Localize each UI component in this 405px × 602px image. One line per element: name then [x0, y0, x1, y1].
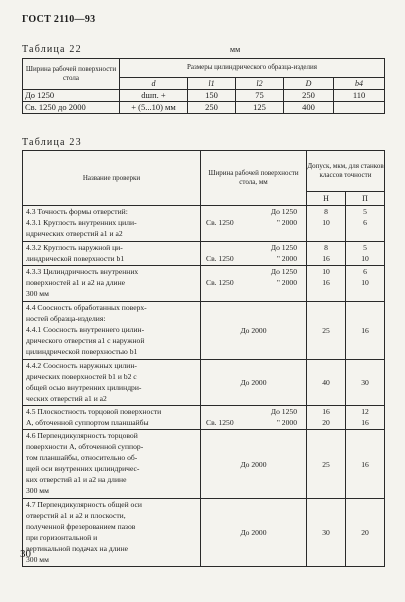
check-name-line: поверхности A, обточенной суппор- — [26, 442, 144, 451]
check-name-line: 4.3.3 Цилиндричность внутренних — [26, 267, 139, 276]
tolerance-p — [346, 206, 385, 242]
table22-cell: 400 — [284, 102, 334, 114]
check-name — [23, 266, 201, 302]
table22-unit: мм — [230, 45, 241, 54]
table22-cell — [334, 102, 385, 114]
table22-cell: 75 — [236, 90, 284, 102]
width-prefix: Св. 1250 — [206, 278, 234, 287]
table-row — [23, 406, 385, 430]
document-header: ГОСТ 2110—93 — [22, 14, 96, 25]
check-name-line: поверхностей a1 и a2 на длине — [26, 278, 126, 287]
check-name-line: 300 мм — [26, 289, 49, 298]
tolerance-value: 10 — [322, 218, 330, 227]
table22-cell: 250 — [188, 102, 236, 114]
check-name — [23, 302, 201, 360]
table22-cell: Св. 1250 до 2000 — [23, 102, 120, 114]
table22-cell: 125 — [236, 102, 284, 114]
check-name-line: дрических поверхностей b1 и b2 с — [26, 372, 137, 381]
table-row — [23, 430, 385, 499]
width-line — [204, 253, 303, 264]
table22-cell: 150 — [188, 90, 236, 102]
width-prefix: Св. 1250 — [206, 218, 234, 227]
check-name-line: отверстий a1 и a2 и плоскости, — [26, 511, 126, 520]
tolerance-value: 20 — [322, 418, 330, 427]
tolerance-p: 20 — [346, 499, 385, 567]
table-row — [23, 360, 385, 406]
tolerance-h — [307, 266, 346, 302]
tolerance-value: 6 — [363, 267, 367, 276]
width-line — [204, 266, 303, 277]
tolerance-p — [346, 406, 385, 430]
width-value: " 2000 — [276, 218, 297, 227]
table22-head-width: Ширина рабочей поверхности стола — [23, 59, 120, 90]
width-value: До 1250 — [270, 407, 297, 416]
table22-cell: 110 — [334, 90, 385, 102]
check-name-line: 300 мм — [26, 486, 49, 495]
width-prefix: Св. 1250 — [206, 418, 234, 427]
check-name-line: 4.4.1 Соосность внутреннего цилин- — [26, 325, 145, 334]
check-name-line: 4.7 Перпендикулярность общей оси — [26, 500, 142, 509]
width-value: До 1250 — [270, 207, 297, 216]
check-name-line: при горизонтальной и — [26, 533, 98, 542]
width-line — [204, 406, 303, 417]
table-width — [201, 242, 307, 266]
tolerance-value: 10 — [361, 278, 369, 287]
table22-cell: dшп. + — [120, 90, 188, 102]
table-row — [23, 102, 385, 114]
width-line — [204, 217, 303, 228]
check-name-line: полученной фрезерованием пазов — [26, 522, 136, 531]
tolerance-p: 16 — [346, 302, 385, 360]
width-line — [204, 206, 303, 217]
tolerance-h — [307, 406, 346, 430]
table-row — [23, 242, 385, 266]
check-name-line: ких отверстий a1 и a2 на длине — [26, 475, 127, 484]
check-name-line: 300 мм — [26, 555, 49, 564]
table-row — [23, 266, 385, 302]
tolerance-h — [307, 242, 346, 266]
width-line — [204, 242, 303, 253]
table23-head-name: Название проверки — [23, 151, 201, 206]
check-name — [23, 242, 201, 266]
tolerance-value: 5 — [363, 207, 367, 216]
tolerance-h: 30 — [307, 499, 346, 567]
table-width — [201, 406, 307, 430]
check-name-line: 4.3 Точность формы отверстий: — [26, 207, 128, 216]
table22-cell: До 1250 — [23, 90, 120, 102]
tolerance-p: 30 — [346, 360, 385, 406]
tolerance-h: 40 — [307, 360, 346, 406]
table-width: До 2000 — [201, 430, 307, 499]
table23-head-width: Ширина рабочей поверхности стола, мм — [201, 151, 307, 206]
check-name — [23, 406, 201, 430]
table22-param-l1: l1 — [188, 77, 236, 89]
tolerance-value: 8 — [324, 243, 328, 252]
table23-class-p: П — [346, 192, 385, 206]
table-row — [23, 206, 385, 242]
check-name — [23, 430, 201, 499]
tolerance-p: 16 — [346, 430, 385, 499]
width-value: До 1250 — [270, 243, 297, 252]
table22-caption: Таблица 22 — [22, 44, 82, 55]
check-name-line: 4.4 Соосность обработанных поверх- — [26, 303, 147, 312]
width-value: " 2000 — [276, 254, 297, 263]
check-name-line: 4.6 Перпендикулярность торцовой — [26, 431, 138, 440]
check-name — [23, 206, 201, 242]
tolerance-value: 12 — [361, 407, 369, 416]
check-name-line: A, обточенной суппортом планшайбы — [26, 418, 149, 427]
check-name-line: ндрических отверстий a1 и a2 — [26, 229, 123, 238]
table22-param-D: D — [284, 77, 334, 89]
table23-head-tolerance: Допуск, мкм, для станков классов точности — [307, 151, 385, 192]
table22-param-d: d — [120, 77, 188, 89]
width-value: " 2000 — [276, 278, 297, 287]
tolerance-value: 16 — [322, 254, 330, 263]
check-name — [23, 499, 201, 567]
table-row — [23, 302, 385, 360]
tolerance-h — [307, 206, 346, 242]
tolerance-value: 16 — [361, 418, 369, 427]
table22-head-group: Размеры цилиндрического образца-изделия — [120, 59, 385, 78]
table23-class-h: Н — [307, 192, 346, 206]
check-name-line: 4.3.1 Круглость внутренних цили- — [26, 218, 137, 227]
tolerance-p — [346, 266, 385, 302]
check-name-line: том планшайбы, относительно об- — [26, 453, 138, 462]
width-line — [204, 417, 303, 428]
tolerance-p — [346, 242, 385, 266]
check-name-line: ностей образца-изделия: — [26, 314, 106, 323]
tolerance-value: 16 — [322, 407, 330, 416]
table22-cell: + (5...10) мм — [120, 102, 188, 114]
table-row — [23, 90, 385, 102]
tolerance-value: 6 — [363, 218, 367, 227]
tolerance-value: 10 — [322, 267, 330, 276]
tolerance-h: 25 — [307, 430, 346, 499]
tolerance-value: 8 — [324, 207, 328, 216]
check-name-line: общей осью внутренних цилиндри- — [26, 383, 142, 392]
table-width — [201, 266, 307, 302]
table-width: До 2000 — [201, 360, 307, 406]
check-name-line: вертикальной подачах на длине — [26, 544, 129, 553]
check-name-line: щей оси внутренних цилиндричес- — [26, 464, 140, 473]
check-name-line: 4.3.2 Круглость наружной ци- — [26, 243, 123, 252]
table23 — [22, 150, 385, 567]
table23-caption: Таблица 23 — [22, 137, 82, 148]
table22 — [22, 58, 385, 114]
page-number: 30 — [20, 548, 31, 560]
check-name-line: 4.5 Плоскостность торцовой поверхности — [26, 407, 162, 416]
width-line — [204, 277, 303, 288]
check-name-line: ческих отверстий a1 и a2 — [26, 394, 107, 403]
tolerance-value: 10 — [361, 254, 369, 263]
width-prefix: Св. 1250 — [206, 254, 234, 263]
table22-cell: 250 — [284, 90, 334, 102]
width-value: До 1250 — [270, 267, 297, 276]
table22-param-l2: l2 — [236, 77, 284, 89]
check-name-line: дрического отверстия a1 с наружной — [26, 336, 145, 345]
tolerance-h: 25 — [307, 302, 346, 360]
table-width — [201, 206, 307, 242]
check-name-line: линдрической поверхности b1 — [26, 254, 125, 263]
tolerance-value: 5 — [363, 243, 367, 252]
table-width: До 2000 — [201, 302, 307, 360]
table-width: До 2000 — [201, 499, 307, 567]
check-name — [23, 360, 201, 406]
tolerance-value: 16 — [322, 278, 330, 287]
width-value: " 2000 — [276, 418, 297, 427]
table-row — [23, 499, 385, 567]
check-name-line: 4.4.2 Соосность наружных цилин- — [26, 361, 137, 370]
table22-param-b4: b4 — [334, 77, 385, 89]
check-name-line: цилиндрической поверхностью b1 — [26, 347, 138, 356]
